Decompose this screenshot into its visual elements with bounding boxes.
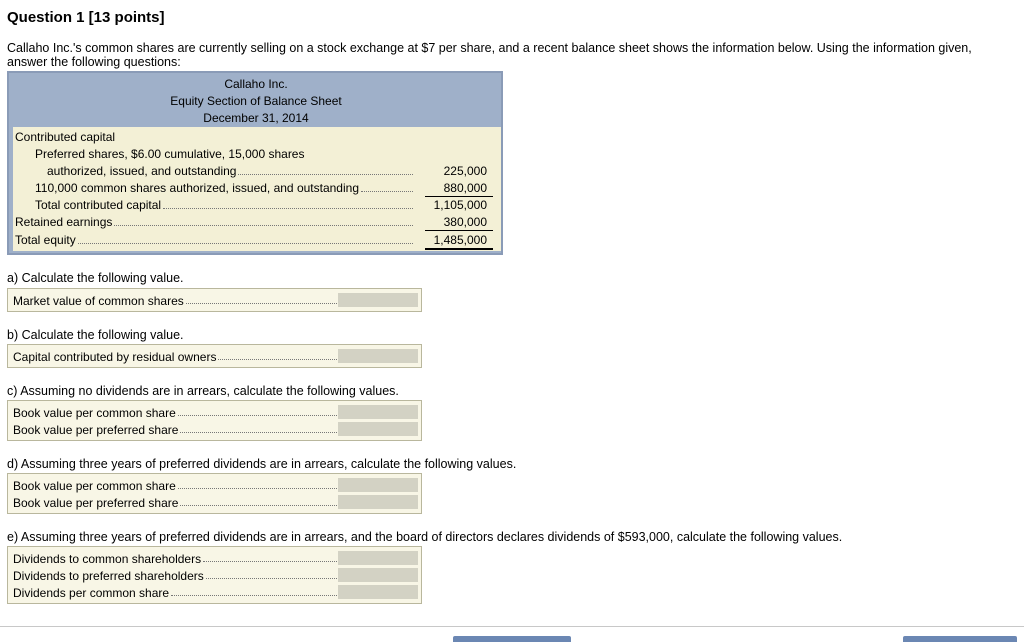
part-c-box bbox=[7, 400, 422, 441]
dividends-per-share-input[interactable] bbox=[338, 585, 418, 599]
value-common: 880,000 bbox=[443, 181, 487, 195]
part-d-box bbox=[7, 473, 422, 514]
part-a-box bbox=[7, 288, 422, 312]
part-c-prompt: c) Assuming no dividends are in arrears, calculate the following values. bbox=[7, 384, 399, 398]
answer-row: Book value per common share bbox=[13, 404, 413, 421]
row-preferred-shares: Preferred shares, $6.00 cumulative, 15,000 shares bbox=[35, 147, 305, 161]
market-value-common-input[interactable] bbox=[338, 293, 418, 307]
capital-residual-owners-input[interactable] bbox=[338, 349, 418, 363]
c-book-value-common-input[interactable] bbox=[338, 405, 418, 419]
c-book-value-preferred-input[interactable] bbox=[338, 422, 418, 436]
answer-row: Market value of common shares bbox=[13, 292, 413, 309]
part-b-prompt: b) Calculate the following value. bbox=[7, 328, 184, 342]
row-common-shares: 110,000 common shares authorized, issued, and outstanding bbox=[35, 181, 415, 195]
value-retained-earnings: 380,000 bbox=[443, 215, 487, 229]
balance-sheet-body bbox=[13, 127, 501, 251]
part-e-box bbox=[7, 546, 422, 604]
answer-row: Dividends to preferred shareholders bbox=[13, 567, 413, 584]
company-name: Callaho Inc. bbox=[224, 77, 288, 91]
double-rule bbox=[425, 248, 493, 250]
statement-date: December 31, 2014 bbox=[203, 111, 309, 125]
part-d-prompt: d) Assuming three years of preferred dividends are in arrears, calculate the following values. bbox=[7, 457, 517, 471]
row-preferred-authorized: authorized, issued, and outstanding bbox=[47, 164, 415, 178]
d-book-value-common-input[interactable] bbox=[338, 478, 418, 492]
nav-button-left[interactable] bbox=[453, 636, 571, 642]
answer-row: Capital contributed by residual owners bbox=[13, 348, 413, 365]
row-total-contributed: Total contributed capital bbox=[35, 198, 415, 212]
answer-row: Dividends per common share bbox=[13, 584, 413, 601]
value-total-equity: 1,485,000 bbox=[433, 233, 487, 247]
row-retained-earnings: Retained earnings bbox=[15, 215, 415, 229]
d-book-value-preferred-input[interactable] bbox=[338, 495, 418, 509]
answer-row: Book value per common share bbox=[13, 477, 413, 494]
value-preferred: 225,000 bbox=[443, 164, 487, 178]
part-a-prompt: a) Calculate the following value. bbox=[7, 271, 184, 285]
dividends-common-input[interactable] bbox=[338, 551, 418, 565]
question-intro: Callaho Inc.'s common shares are currently selling on a stock exchange at $7 per share, and a recent balance sheet shows the information below. Using the information given, answer the following questions: bbox=[7, 41, 972, 69]
answer-row: Book value per preferred share bbox=[13, 421, 413, 438]
total-rule bbox=[425, 230, 493, 231]
balance-sheet-panel bbox=[7, 71, 503, 255]
answer-row: Dividends to common shareholders bbox=[13, 550, 413, 567]
footer-divider bbox=[0, 626, 1024, 627]
row-contributed-capital: Contributed capital bbox=[15, 130, 116, 144]
row-total-equity: Total equity bbox=[15, 233, 415, 247]
nav-button-right[interactable] bbox=[903, 636, 1017, 642]
answer-row: Book value per preferred share bbox=[13, 494, 413, 511]
question-title: Question 1 [13 points] bbox=[7, 9, 165, 26]
part-e-prompt: e) Assuming three years of preferred dividends are in arrears, and the board of directors declares dividends of $593,000, calculate the following values. bbox=[7, 530, 843, 544]
value-total-contributed: 1,105,000 bbox=[433, 198, 487, 212]
part-b-box bbox=[7, 344, 422, 368]
dividends-preferred-input[interactable] bbox=[338, 568, 418, 582]
subtotal-rule bbox=[425, 196, 493, 197]
statement-name: Equity Section of Balance Sheet bbox=[170, 94, 342, 108]
